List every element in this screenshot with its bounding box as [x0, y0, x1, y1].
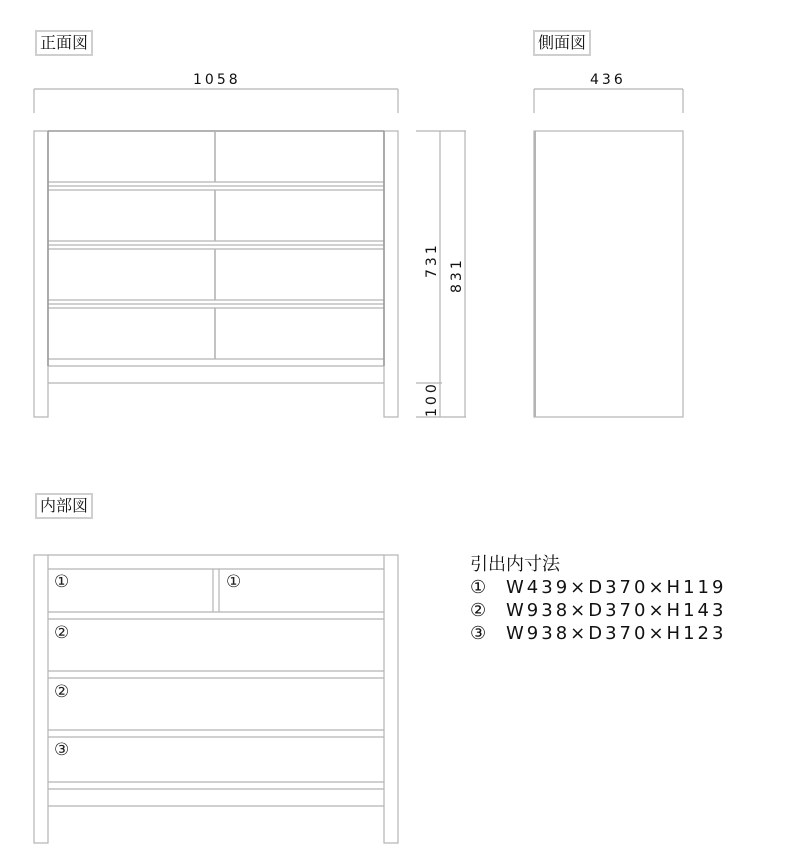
side-depth-dimension: 436 [590, 72, 626, 88]
drawer-spec-row [470, 576, 726, 599]
total-height-dimension: 831 [449, 257, 465, 293]
drawer-spec-row [470, 622, 726, 645]
drawer-spec-heading: 引出内寸法 [470, 554, 560, 575]
drawer-marker-2-upper: ② [54, 623, 70, 643]
drawer-spec-value: W938×D370×H143 [506, 600, 727, 621]
drawer-spec-marker: ② [470, 600, 487, 621]
front-width-dimension: 1058 [193, 72, 241, 88]
drawer-marker-3: ③ [54, 740, 70, 760]
drawer-spec-list [470, 553, 726, 645]
interior-view-drawing [34, 555, 398, 843]
drawer-spec-value: W439×D370×H119 [506, 577, 727, 598]
drawer-marker-2-lower: ② [54, 682, 70, 702]
drawer-marker-1-right: ① [226, 572, 242, 592]
side-view-title: 側面図 [533, 30, 591, 56]
drawer-spec-marker: ① [470, 577, 487, 598]
drawer-spec-marker: ③ [470, 623, 487, 644]
drawer-spec-value: W938×D370×H123 [506, 623, 727, 644]
leg-height-dimension: 100 [424, 381, 440, 417]
front-view-title: 正面図 [35, 30, 93, 56]
interior-view-title: 内部図 [35, 493, 93, 519]
side-view-drawing [534, 89, 683, 417]
drawer-spec-row [470, 599, 726, 622]
front-view-drawing [34, 89, 466, 417]
inner-height-dimension: 731 [424, 242, 440, 278]
drawer-marker-1-left: ① [54, 572, 70, 592]
